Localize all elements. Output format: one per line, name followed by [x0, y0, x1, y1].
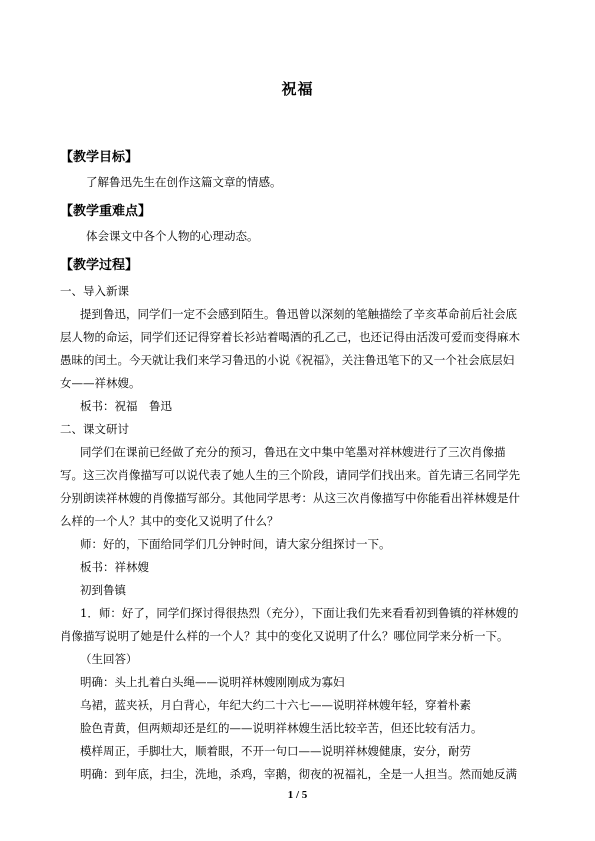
paragraph-line: 1．师：好了，同学们探讨得很热烈（充分），下面让我们先来看看初到鲁镇的祥林嫂的 — [80, 606, 519, 620]
paragraph-line: 明确：到年底，扫尘，洗地，杀鸡，宰鹅，彻夜的祝福礼，全是一人担当。然而她反满 — [80, 767, 517, 781]
page-number: 1 / 5 — [287, 789, 308, 801]
heading-teaching-goal: 【教学目标】 — [60, 150, 139, 165]
paragraph-line: 么样的一个人？其中的变化又说明了什么？ — [60, 514, 279, 528]
heading-key-points: 【教学重难点】 — [60, 204, 152, 219]
paragraph-line: （生回答） — [80, 652, 138, 666]
paragraph-line: 女——祥林嫂。 — [60, 376, 141, 390]
section-intro-heading: 一、导入新课 — [60, 284, 129, 298]
paragraph-line: 肖像描写说明了她是什么样的一个人？其中的变化又说明了什么？哪位同学来分析一下。 — [60, 629, 509, 643]
paragraph-line: 同学们在课前已经做了充分的预习，鲁迅在文中集中笔墨对祥林嫂进行了三次肖像描 — [80, 445, 506, 459]
paragraph-line: 明确：头上扎着白头绳——说明祥林嫂刚刚成为寡妇 — [80, 675, 345, 689]
key-points-text: 体会课文中各个人物的心理动态。 — [86, 229, 259, 243]
paragraph-line: 层人物的命运，同学们还记得穿着长衫站着喝酒的孔乙己，也还记得由活泼可爱而变得麻木 — [60, 330, 520, 344]
paragraph-line: 提到鲁迅，同学们一定不会感到陌生。鲁迅曾以深刻的笔触描绘了辛亥革命前后社会底 — [80, 307, 517, 321]
paragraph-line: 师：好的，下面给同学们几分钟时间，请大家分组探讨一下。 — [80, 537, 391, 551]
section-study-heading: 二、课文研讨 — [60, 422, 129, 436]
paragraph-line: 分别朗读祥林嫂的肖像描写部分。其他同学思考：从这三次肖像描写中你能看出祥林嫂是什 — [60, 491, 520, 505]
heading-teaching-process: 【教学过程】 — [60, 258, 139, 273]
subheading-line: 初到鲁镇 — [80, 583, 126, 597]
paragraph-line: 愚昧的闰土。今天就让我们来学习鲁迅的小说《祝福》，关注鲁迅笔下的又一个社会底层妇 — [60, 353, 515, 367]
paragraph-line: 写。这三次肖像描写可以说代表了她人生的三个阶段，请同学们找出来。首先请三名同学先 — [60, 468, 520, 482]
teaching-goal-text: 了解鲁迅先生在创作这篇文章的情感。 — [86, 175, 282, 189]
paragraph-line: 模样周正，手脚壮大，顺着眼，不开一句口——说明祥林嫂健康，安分，耐劳 — [80, 744, 471, 758]
board-writing-line: 板书：祝福 鲁迅 — [80, 399, 172, 413]
board-writing-line: 板书：祥林嫂 — [80, 560, 149, 574]
paragraph-line: 脸色青黄，但两颊却还是红的——说明祥林嫂生活比较辛苦，但还比较有活力。 — [80, 721, 483, 735]
paragraph-line: 乌裙，蓝夹袄，月白背心，年纪大约二十六七——说明祥林嫂年轻，穿着朴素 — [80, 698, 471, 712]
document-title: 祝福 — [281, 80, 314, 98]
